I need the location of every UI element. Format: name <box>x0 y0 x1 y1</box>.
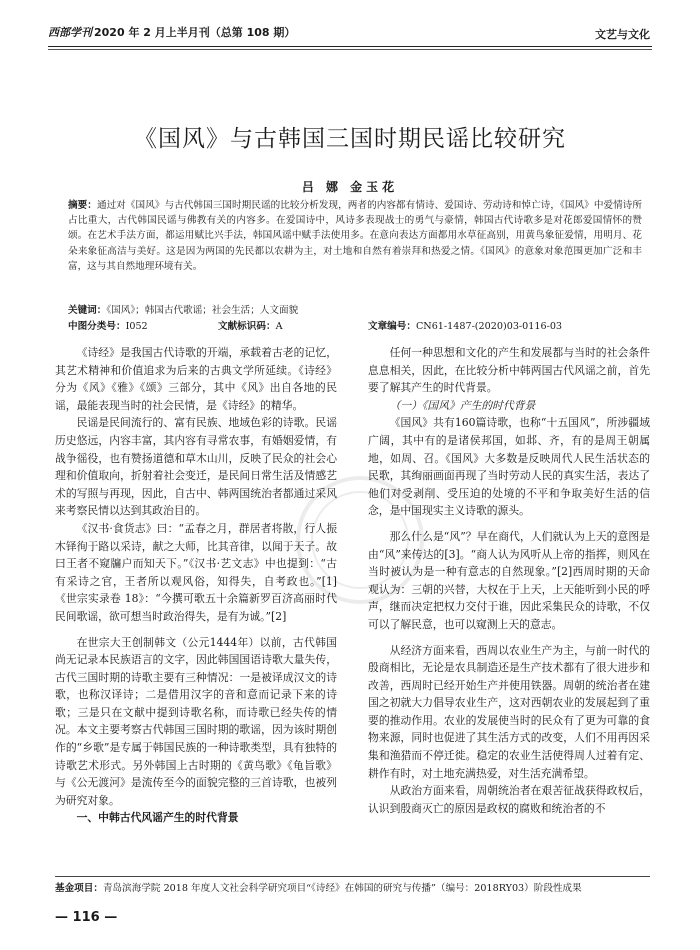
issue-info: 2020 年 2 月上半月刊（总第 108 期） <box>94 26 296 39</box>
doc-code-label: 文献标识码： <box>218 321 276 332</box>
journal-header <box>48 24 295 40</box>
doc-code-value: A <box>275 321 283 332</box>
abstract-text: 通过对《国风》与古代韩国三国时期民谣的比较分析发现，两者的内容都有情诗、爱国诗、劳动诗和悼亡诗，《国风》中爱情诗所占比重大，古代韩国民谣与佛教有关的内容多。在爱国诗中，风诗多表现战士的勇气与豪情，韩国古代诗歌多是对花郎爱国情怀的赞颂。在艺术手法方面，都运用赋比兴手法，韩国风谣中赋手法使用多。在意向表达方面都用水草征高别，用黄鸟象征爱情，用明月、花朵来象征高洁与美好。这是因为两国的先民都以农耕为主，对土地和自然有着崇拜和热爱之情。《国风》的意象对象范围更加广泛和丰富，这与其自然地理环境有关。 <box>68 200 643 272</box>
body-right-column <box>368 344 650 817</box>
keywords <box>68 303 642 318</box>
subsection-heading: （一）《国风》产生的时代背景 <box>389 398 536 412</box>
keywords-text: 《国风》；韩国古代歌谣；社会生活；人文面貌 <box>106 305 299 316</box>
abstract-label: 摘要： <box>68 200 97 211</box>
clc-label: 中图分类号： <box>68 321 126 332</box>
article-no-item <box>368 319 562 334</box>
footer-rule <box>55 876 650 877</box>
clc-value: I052 <box>125 321 148 332</box>
section-label: 文艺与文化 <box>595 28 650 41</box>
body-paragraph: 那么什么是“风”？早在商代，人们就认为上天的意图是由“风”来传达的[3]。“商人认为风听从上帝的指挥，则风在当时被认为是一种有意志的自然现象。”[2]西周时期的天命观认为：三朝的兴替，大权在于上天，上天能听到小民的呼声，继而决定把权力交付于谁，因此采集民众的诗歌，不仅可以了解民意，也可以窥测上天的意志。 <box>368 529 650 631</box>
abstract <box>68 198 642 274</box>
body-left-column <box>55 344 337 827</box>
header-rule-thin <box>48 49 652 50</box>
article-title: 《国风》与古韩国三国时期民谣比较研究 <box>134 126 566 152</box>
article-authors: 吕 娜 金玉花 <box>301 180 399 194</box>
body-paragraph: 《汉书·食货志》曰：“孟春之月，群居者将散，行人振木铎徇于路以采诗，献之大师，比其音律，以闻于天子。故曰王者不窥牖户而知天下。”《汉书·艺文志》中也提到：“古有采诗之官，王者所以观风俗，知得失，自考政也。”[1]《世宗实录卷 18》：“今撰可歌五十余篇新罗百济高丽时代民间歌谣，欲可想当时政治得失，是有为诚。”[2] <box>55 521 337 623</box>
fund-note <box>55 882 655 896</box>
body-paragraph: 在世宗大王创制韩文（公元1444年）以前，古代韩国尚无记录本民族语言的文字，因此韩国国语诗歌大量失传，古代三国时期的诗歌主要有三种情况：一是被译成汉文的诗歌，也称汉译诗；二是借用汉字的音和意而记录下来的诗歌；三是只在文献中提到诗歌名称，而诗歌已经失传的情况。本文主要考察古代韩国三国时期的歌谣，因为该时期创作的“乡歌”是专属于韩国民族的一种诗歌类型，具有独特的诗歌艺术形式。另外韩国上古时期的《黄鸟歌》《龟旨歌》与《公无渡河》是流传至今的面貌完整的三首诗歌，也被列为研究对象。 <box>55 635 337 807</box>
body-paragraph: 从政治方面来看，周朝统治者在艰苦征战获得政权后，认识到殷商灭亡的原因是政权的腐败和统治者的不 <box>368 784 650 815</box>
page-number: — 116 — <box>55 910 118 925</box>
body-paragraph: 《诗经》是我国古代诗歌的开端，承载着古老的记忆，其艺术精神和价值追求为后来的古典文学所延续。《诗经》分为《风》《雅》《颂》三部分，其中《风》出自各地的民谣，最能表现当时的社会民情，是《诗经》的精华。 <box>55 346 337 412</box>
fund-text: 青岛滨海学院 2018 年度人文社会科学研究项目“《诗经》在韩国的研究与传播”（编号：2018RY03）阶段性成果 <box>102 883 582 894</box>
header-rule <box>48 46 652 47</box>
body-paragraph: 任何一种思想和文化的产生和发展都与当时的社会条件息息相关，因此，在比较分析中韩两国古代风谣之前，首先要了解其产生的时代背景。 <box>368 346 650 395</box>
journal-logo: 西部学刊 <box>48 26 92 39</box>
fund-label: 基金项目： <box>55 883 103 894</box>
clc-item <box>68 319 148 334</box>
body-paragraph: 民谣是民间流行的、富有民族、地域色彩的诗歌。民谣历史悠远，内容丰富，其内容有寻常农事，有婚姻爱情，有战争徭役，也有赞扬道德和草木山川，反映了民众的社会心理和价值取向，折射着社会变迁，是民间日常生活及情感艺术的写照与再现，因此，自古中、韩两国统治者都通过采风来考察民情以达到其政治目的。 <box>55 416 337 518</box>
keywords-label: 关键词： <box>68 305 107 316</box>
body-paragraph: 从经济方面来看，西周以农业生产为主，与前一时代的殷商相比，无论是农具制造还是生产技术都有了很大进步和改善，西周时已经开始生产并使用铁器。周朝的统治者在建国之初就大力倡导农业生产，这对西朝农业的发展起到了重要的推动作用。农业的发展使当时的民众有了更为可靠的食物来源，同时也促进了其生活方式的改变，人们不用再因采集和渔猎而不停迁徙。稳定的农业生活使得周人过着有定、耕作有时，对土地充满热爱，对生活充满希望。 <box>368 643 650 780</box>
article-no-label: 文章编号： <box>368 321 416 332</box>
article-no-value: CN61-1487-(2020)03-0116-03 <box>415 321 563 332</box>
body-paragraph: 《国风》共有160篇诗歌，也称“十五国风”，所涉疆域广阔，其中有的是诸侯邦国，如邶、齐，有的是周王朝属地，如周、召。《国风》大多数是反映周代人民生活状态的民歌，其绚丽画面再现了当时劳动人民的真实生活，表达了他们对受剥削、受压迫的处境的不平和争取美好生活的信念，是中国现实主义诗歌的源头。 <box>368 416 650 518</box>
doc-code-item <box>218 319 283 334</box>
section-heading: 一、中韩古代风谣产生的时代背景 <box>76 811 239 825</box>
